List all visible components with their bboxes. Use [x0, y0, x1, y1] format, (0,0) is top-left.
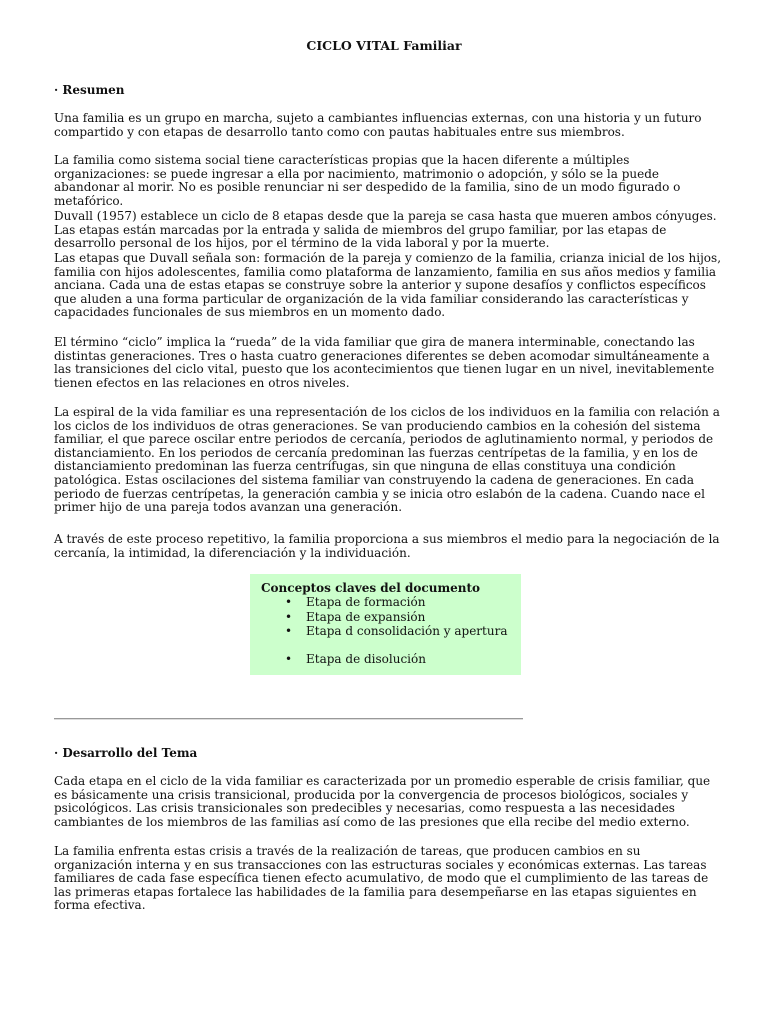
bullet-icon: • — [285, 595, 293, 609]
list-item-label: Etapa de disolución — [306, 651, 426, 666]
paragraph-resumen-4: Las etapas que Duvall señala son: formación de la pareja y comienzo de la familia, crianza inicial de los hijos, familia con hijos adolescentes, familia como plataforma de lanzamiento, familia en sus años medios y familia anciana. Cada una de estas etapas se construye sobre la anterior y supone desafíos y conflictos específicos que aluden a una forma particular de organización de la vida familiar considerando las características y capacidades funcionales de sus miembros en un momento dado. — [54, 251, 722, 320]
paragraph-resumen-5: El término “ciclo” implica la “rueda” de la vida familiar que gira de manera interminable, conectando las distintas generaciones. Tres o hasta cuatro generaciones diferentes se deben acomodar simultáneamente a las transiciones del ciclo vital, puesto que los acontecimientos que tienen lugar en un nivel, inevitablemente tienen efectos en las relaciones en otros niveles. — [54, 335, 715, 390]
list-item-label: Etapa d consolidación y apertura — [306, 624, 508, 639]
paragraph-resumen-1: Una familia es un grupo en marcha, sujeto a cambiantes influencias externas, con una historia y un futuro compartido y con etapas de desarrollo tanto como con pautas habituales entre sus miembros. — [54, 111, 702, 139]
list-item — [261, 595, 513, 610]
key-concepts-title: Conceptos claves del documento — [261, 581, 481, 595]
list-item-label: Etapa de expansión — [306, 609, 426, 624]
key-concepts-list — [261, 595, 513, 666]
paragraph-resumen-7: A través de este proceso repetitivo, la familia proporciona a sus miembros el medio para la negociación de la cercanía, la intimidad, la diferenciación y la individuación. — [54, 532, 720, 560]
horizontal-divider — [54, 718, 523, 720]
section-heading-desarrollo: · Desarrollo del Tema — [54, 746, 198, 760]
document-title: CICLO VITAL Familiar — [306, 38, 462, 53]
list-item — [261, 610, 513, 625]
bullet-icon: • — [285, 651, 293, 666]
paragraph-resumen-3: Duvall (1957) establece un ciclo de 8 etapas desde que la pareja se casa hasta que mueren ambos cónyuges. Las etapas están marcadas por la entrada y salida de miembros del grupo familiar, por las etapas de desarrollo personal de los hijos, por el término de la vida laboral y por la muerte. — [54, 209, 717, 251]
list-item — [261, 652, 513, 667]
bullet-icon: • — [285, 624, 293, 639]
paragraph-resumen-6: La espiral de la vida familiar es una representación de los ciclos de los individuos en la familia con relación a los ciclos de los individuos de otras generaciones. Se van produciendo cambios en la cohesión del sistema familiar, el que parece oscilar entre periodos de cercanía, periodos de aglutinamiento normal, y periodos de distanciamiento. En los periodos de cercanía predominan las fuerzas centrípetas de la familia, y en los de distanciamiento predominan las fuerza centrífugas, sin que ninguna de ellas constituya una condición patológica. Estas oscilaciones del sistema familiar van construyendo la cadena de generaciones. En cada periodo de fuerzas centrípetas, la generación cambia y se inicia otro eslabón de la cadena. Cuando nace el primer hijo de una pareja todos avanzan una generación. — [54, 405, 720, 515]
list-item-label: Etapa de formación — [306, 595, 426, 609]
paragraph-desarrollo-1: Cada etapa en el ciclo de la vida familiar es caracterizada por un promedio esperable de crisis familiar, que es básicamente una crisis transicional, producida por la convergencia de procesos biológicos, sociales y psicológicos. Las crisis transicionales son predecibles y necesarias, como respuesta a las necesidades cambiantes de los miembros de las familias así como de las presiones que ella recibe del medio externo. — [54, 774, 711, 829]
paragraph-resumen-2: La familia como sistema social tiene características propias que la hacen diferente a múltiples organizaciones: se puede ingresar a ella por nacimiento, matrimonio o adopción, y sólo se la puede abandonar al morir. No es posible renunciar ni ser despedido de la familia, sino de un modo figurado o metafórico. — [54, 153, 681, 208]
paragraph-desarrollo-2: La familia enfrenta estas crisis a través de la realización de tareas, que producen cambios en su organización interna y en sus transacciones con las estructuras sociales y económicas externas. Las tareas familiares de cada fase específica tienen efecto acumulativo, de modo que el cumplimiento de las tareas de las primeras etapas fortalece las habilidades de la familia para desempeñarse en las etapas siguientes en forma efectiva. — [54, 844, 709, 913]
list-item — [261, 624, 513, 639]
section-heading-resumen: · Resumen — [54, 83, 125, 97]
bullet-icon: • — [285, 609, 293, 624]
key-concepts-box — [250, 574, 521, 675]
